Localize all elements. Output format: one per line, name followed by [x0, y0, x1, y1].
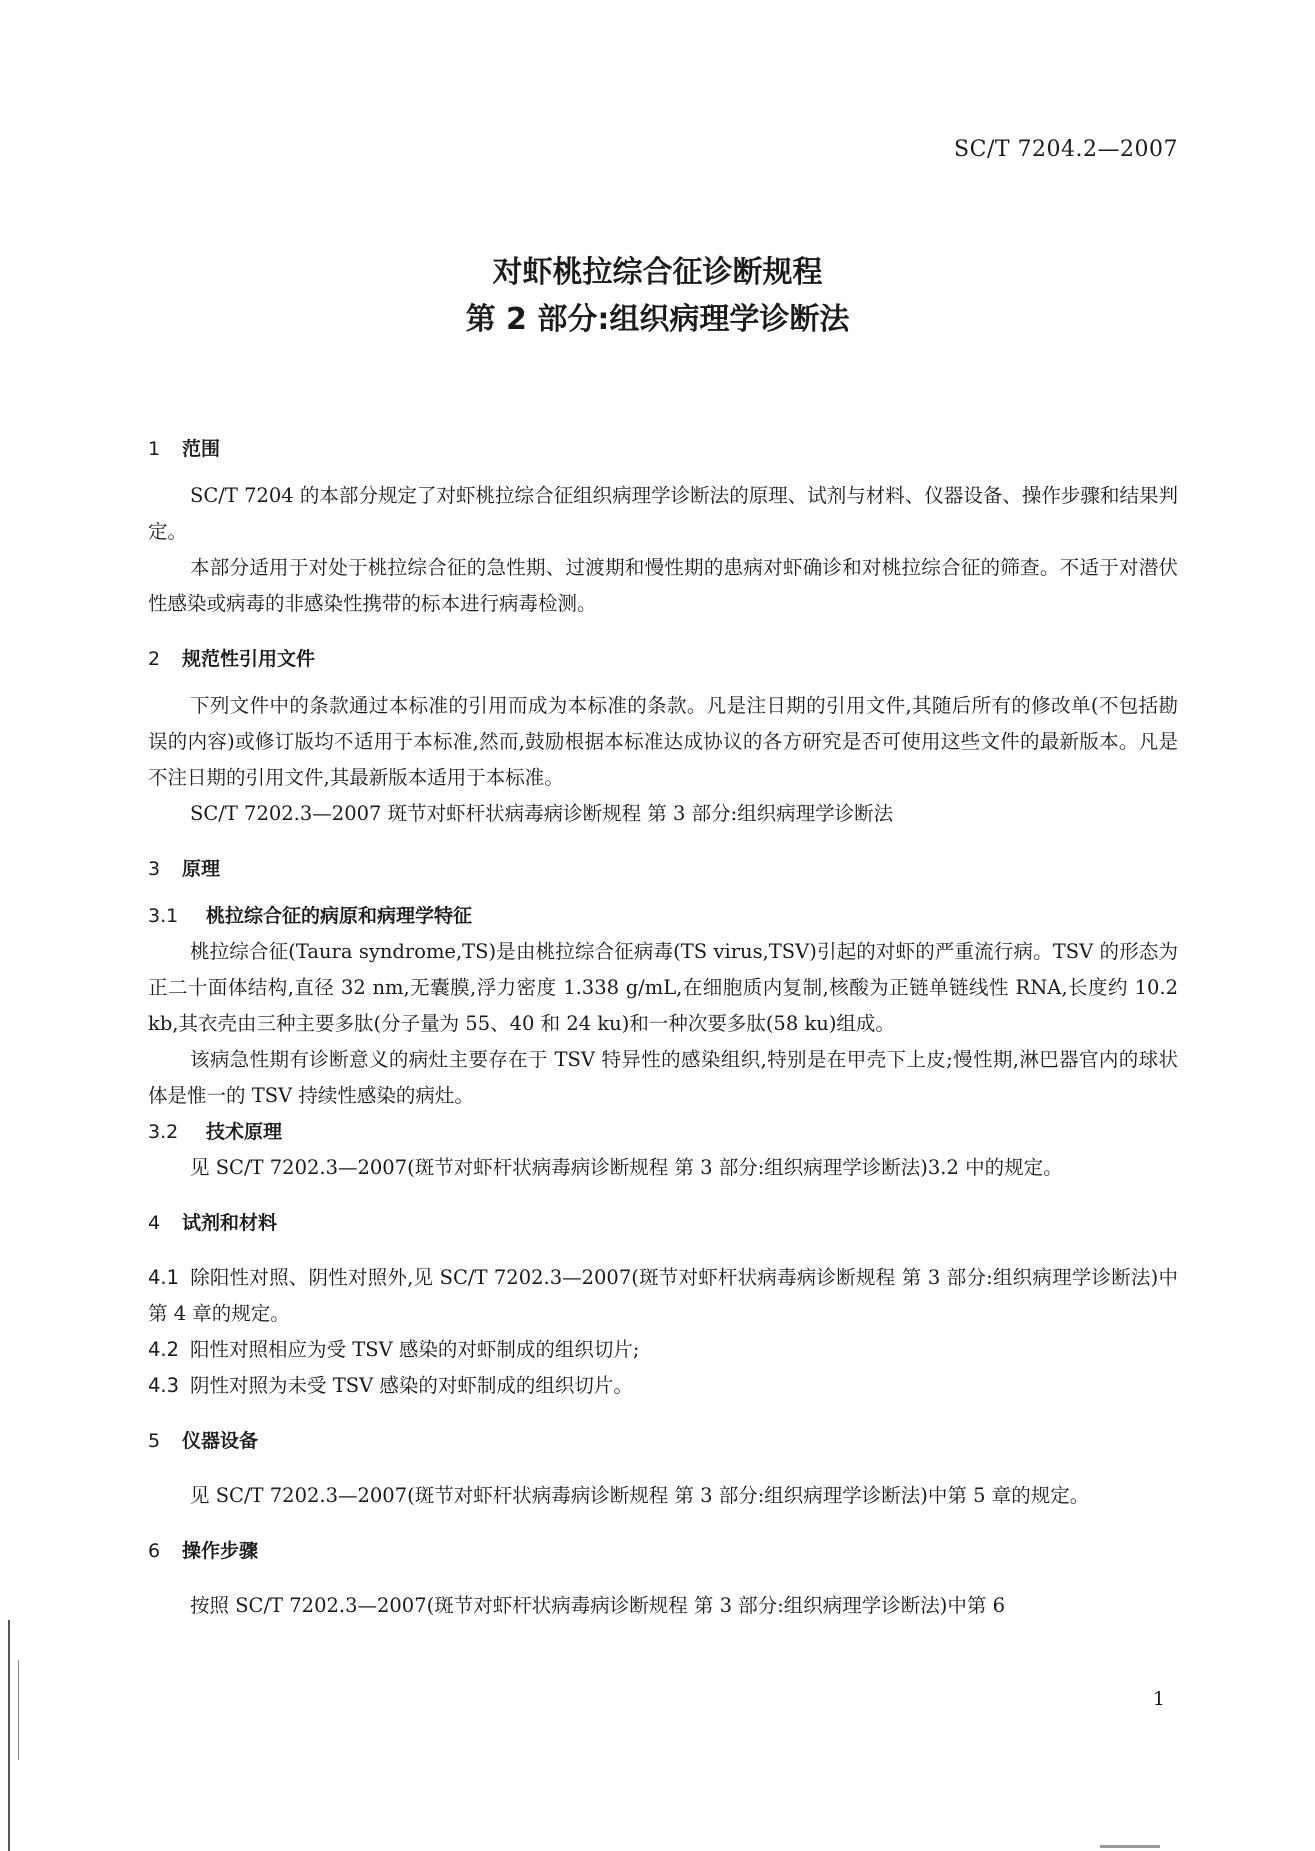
subsection-heading-technical-principle [148, 1114, 1178, 1150]
paragraph: SC/T 7204 的本部分规定了对虾桃拉综合征组织病理学诊断法的原理、试剂与材料、仪器设备、操作步骤和结果判定。 [148, 484, 1178, 543]
section-title: 原理 [182, 858, 221, 880]
section-heading-apparatus [148, 1422, 1178, 1460]
document-code: SC/T 7204.2—2007 [954, 137, 1178, 162]
section-title: 规范性引用文件 [182, 648, 316, 670]
subsection-title: 桃拉综合征的病原和病理学特征 [206, 905, 473, 927]
list-item [148, 1368, 1178, 1404]
subsection-title: 技术原理 [206, 1121, 283, 1143]
section-number: 3 [148, 858, 161, 880]
paragraph: 桃拉综合征(Taura syndrome,TS)是由桃拉综合征病毒(TS virus,TSV)引起的对虾的严重流行病。TSV 的形态为正二十面体结构,直径 32 nm,无囊膜,浮力密度 1.338 g/mL,在细胞质内复制,核酸为正链单链线性 RNA,长度约 10.2 kb,其衣壳由三种主要多肽(分子量为 55、40 和 24 ku)和一种次要多肽(58 ku)组成。 [148, 940, 1178, 1035]
subsection-number: 3.1 [148, 905, 179, 927]
paragraph: 按照 SC/T 7202.3—2007(斑节对虾杆状病毒病诊断规程 第 3 部分:组织病理学诊断法)中第 6 [190, 1594, 1006, 1617]
section-title: 仪器设备 [182, 1430, 259, 1452]
section-number: 2 [148, 648, 161, 670]
section-heading-normative-references [148, 640, 1178, 678]
paragraph: 下列文件中的条款通过本标准的引用而成为本标准的条款。凡是注日期的引用文件,其随后所有的修改单(不包括勘误的内容)或修订版均不适用于本标准,然而,鼓励根据本标准达成协议的各方研究是否可使用这些文件的最新版本。凡是不注日期的引用文件,其最新版本适用于本标准。 [148, 694, 1178, 789]
section-heading-reagents [148, 1204, 1178, 1242]
scan-binding-line [8, 1620, 10, 1851]
section-title: 试剂和材料 [182, 1212, 278, 1234]
document-body [148, 430, 1178, 1624]
section-heading-principle [148, 850, 1178, 888]
page-number: 1 [1152, 1688, 1165, 1710]
item-number: 4.1 [148, 1266, 180, 1289]
paragraph: 本部分适用于对处于桃拉综合征的急性期、过渡期和慢性期的患病对虾确诊和对桃拉综合征的筛查。不适于对潜伏性感染或病毒的非感染性携带的标本进行病毒检测。 [148, 556, 1178, 615]
section-title: 操作步骤 [182, 1540, 259, 1562]
paragraph: 见 SC/T 7202.3—2007(斑节对虾杆状病毒病诊断规程 第 3 部分:组织病理学诊断法)3.2 中的规定。 [190, 1156, 1063, 1179]
section-number: 6 [148, 1540, 161, 1562]
item-number: 4.3 [148, 1374, 180, 1397]
item-number: 4.2 [148, 1338, 180, 1361]
paragraph: 该病急性期有诊断意义的病灶主要存在于 TSV 特异性的感染组织,特别是在甲壳下上皮;慢性期,淋巴器官内的球状体是惟一的 TSV 持续性感染的病灶。 [148, 1048, 1178, 1107]
item-text: 除阳性对照、阴性对照外,见 SC/T 7202.3—2007(斑节对虾杆状病毒病诊断规程 第 3 部分:组织病理学诊断法)中第 4 章的规定。 [148, 1266, 1178, 1325]
subsection-heading-pathogen [148, 898, 1178, 934]
section-number: 4 [148, 1212, 161, 1234]
item-text: 阴性对照为未受 TSV 感染的对虾制成的组织切片。 [190, 1374, 633, 1397]
subsection-number: 3.2 [148, 1121, 179, 1143]
list-item [148, 1260, 1178, 1332]
section-number: 1 [148, 438, 161, 460]
item-text: 阳性对照相应为受 TSV 感染的对虾制成的组织切片; [190, 1338, 640, 1361]
paragraph: 见 SC/T 7202.3—2007(斑节对虾杆状病毒病诊断规程 第 3 部分:组织病理学诊断法)中第 5 章的规定。 [190, 1484, 1090, 1507]
document-title-line1: 对虾桃拉综合征诊断规程 [492, 255, 823, 290]
list-item [148, 1332, 1178, 1368]
section-heading-scope [148, 430, 1178, 468]
section-heading-procedure [148, 1532, 1178, 1570]
scan-mark [1100, 1845, 1160, 1848]
reference-entry: SC/T 7202.3—2007 斑节对虾杆状病毒病诊断规程 第 3 部分:组织病理学诊断法 [190, 802, 894, 825]
document-title-line2: 第 2 部分:组织病理学诊断法 [465, 302, 850, 337]
section-title: 范围 [182, 438, 221, 460]
scan-binding-line [18, 1660, 19, 1760]
section-number: 5 [148, 1430, 161, 1452]
